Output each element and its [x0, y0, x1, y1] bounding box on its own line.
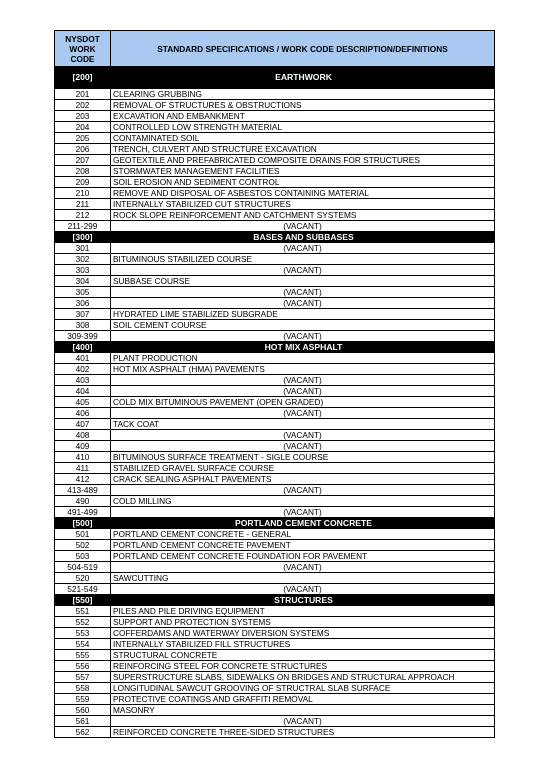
description-cell: (VACANT) — [111, 331, 495, 342]
description-cell: (VACANT) — [111, 562, 495, 573]
table-row — [55, 133, 495, 144]
description-cell: TRENCH, CULVERT AND STRUCTURE EXCAVATION — [111, 144, 495, 155]
work-code-cell: 309-399 — [55, 331, 111, 342]
work-code-cell: 405 — [55, 397, 111, 408]
table-row — [55, 408, 495, 419]
section-title: EARTHWORK — [111, 67, 495, 89]
work-code-cell: 551 — [55, 606, 111, 617]
work-code-cell: 211 — [55, 199, 111, 210]
table-row — [55, 144, 495, 155]
table-row — [55, 166, 495, 177]
description-cell: GEOTEXTILE AND PREFABRICATED COMPOSITE DRAINS FOR STRUCTURES — [111, 155, 495, 166]
table-row — [55, 650, 495, 661]
table-row — [55, 463, 495, 474]
work-code-cell: 401 — [55, 353, 111, 364]
work-code-cell: 306 — [55, 298, 111, 309]
work-code-cell: 206 — [55, 144, 111, 155]
description-cell: ROCK SLOPE REINFORCEMENT AND CATCHMENT SYSTEMS — [111, 210, 495, 221]
description-cell: REINFORCING STEEL FOR CONCRETE STRUCTURES — [111, 661, 495, 672]
table-row — [55, 353, 495, 364]
table-row — [55, 584, 495, 595]
description-cell: TACK COAT — [111, 419, 495, 430]
table-row — [55, 716, 495, 727]
table-row — [55, 419, 495, 430]
description-cell: (VACANT) — [111, 716, 495, 727]
section-header-row — [55, 232, 495, 243]
work-code-cell: 553 — [55, 628, 111, 639]
work-code-cell: 307 — [55, 309, 111, 320]
header-code-line: NYSDOT — [65, 33, 100, 44]
header-code-line: WORK — [69, 43, 96, 54]
table-row — [55, 331, 495, 342]
work-code-cell: 504-519 — [55, 562, 111, 573]
description-cell: (VACANT) — [111, 375, 495, 386]
work-code-cell: 308 — [55, 320, 111, 331]
work-code-cell: 503 — [55, 551, 111, 562]
section-code: [550] — [55, 595, 111, 606]
work-code-cell: 521-549 — [55, 584, 111, 595]
description-cell: SUBBASE COURSE — [111, 276, 495, 287]
description-cell: PORTLAND CEMENT CONCRETE PAVEMENT — [111, 540, 495, 551]
work-code-cell: 410 — [55, 452, 111, 463]
work-code-sheet — [54, 30, 494, 738]
description-cell: (VACANT) — [111, 265, 495, 276]
work-code-cell: 302 — [55, 254, 111, 265]
description-cell: (VACANT) — [111, 507, 495, 518]
work-code-table — [54, 30, 495, 738]
table-row — [55, 287, 495, 298]
description-cell: SUPERSTRUCTURE SLABS, SIDEWALKS ON BRIDGES AND STRUCTURAL APPROACH — [111, 672, 495, 683]
section-header-row — [55, 67, 495, 89]
table-row — [55, 452, 495, 463]
work-code-cell: 562 — [55, 727, 111, 738]
table-row — [55, 254, 495, 265]
table-row — [55, 177, 495, 188]
table-row — [55, 507, 495, 518]
table-row — [55, 265, 495, 276]
description-cell: SOIL CEMENT COURSE — [111, 320, 495, 331]
description-cell: HYDRATED LIME STABILIZED SUBGRADE — [111, 309, 495, 320]
work-code-cell: 557 — [55, 672, 111, 683]
table-row — [55, 276, 495, 287]
description-cell: REMOVAL OF STRUCTURES & OBSTRUCTIONS — [111, 100, 495, 111]
table-row — [55, 298, 495, 309]
work-code-cell: 501 — [55, 529, 111, 540]
table-row — [55, 551, 495, 562]
table-row — [55, 661, 495, 672]
work-code-cell: 560 — [55, 705, 111, 716]
table-row — [55, 364, 495, 375]
description-cell: COLD MIX BITUMINOUS PAVEMENT (OPEN GRADED) — [111, 397, 495, 408]
description-cell: STABILIZED GRAVEL SURFACE COURSE — [111, 463, 495, 474]
description-cell: (VACANT) — [111, 243, 495, 254]
table-row — [55, 441, 495, 452]
work-code-cell: 411 — [55, 463, 111, 474]
section-title: BASES AND SUBBASES — [111, 232, 495, 243]
work-code-cell: 409 — [55, 441, 111, 452]
work-code-cell: 407 — [55, 419, 111, 430]
work-code-cell: 210 — [55, 188, 111, 199]
description-cell: PILES AND PILE DRIVING EQUIPMENT — [111, 606, 495, 617]
table-row — [55, 562, 495, 573]
table-row — [55, 705, 495, 716]
table-row — [55, 606, 495, 617]
section-title: STRUCTURES — [111, 595, 495, 606]
description-cell: CONTROLLED LOW STRENGTH MATERIAL — [111, 122, 495, 133]
table-row — [55, 683, 495, 694]
description-cell: INTERNALLY STABILIZED FILL STRUCTURES — [111, 639, 495, 650]
work-code-cell: 201 — [55, 89, 111, 100]
description-cell: STRUCTURAL CONCRETE — [111, 650, 495, 661]
work-code-cell: 304 — [55, 276, 111, 287]
table-row — [55, 474, 495, 485]
work-code-cell: 552 — [55, 617, 111, 628]
description-cell: REMOVE AND DISPOSAL OF ASBESTOS CONTAINING MATERIAL — [111, 188, 495, 199]
description-cell: BITUMINOUS STABILIZED COURSE — [111, 254, 495, 265]
work-code-cell: 204 — [55, 122, 111, 133]
table-row — [55, 672, 495, 683]
description-cell: (VACANT) — [111, 485, 495, 496]
work-code-cell: 305 — [55, 287, 111, 298]
work-code-cell: 555 — [55, 650, 111, 661]
table-body — [55, 67, 495, 738]
work-code-cell: 559 — [55, 694, 111, 705]
work-code-cell: 556 — [55, 661, 111, 672]
header-description: STANDARD SPECIFICATIONS / WORK CODE DESCRIPTION/DEFINITIONS — [111, 31, 495, 67]
description-cell: PLANT PRODUCTION — [111, 353, 495, 364]
description-cell: (VACANT) — [111, 408, 495, 419]
description-cell: SUPPORT AND PROTECTION SYSTEMS — [111, 617, 495, 628]
description-cell: PORTLAND CEMENT CONCRETE FOUNDATION FOR PAVEMENT — [111, 551, 495, 562]
work-code-cell: 406 — [55, 408, 111, 419]
table-row — [55, 199, 495, 210]
table-row — [55, 397, 495, 408]
work-code-cell: 558 — [55, 683, 111, 694]
table-row — [55, 617, 495, 628]
section-title: HOT MIX ASPHALT — [111, 342, 495, 353]
table-row — [55, 210, 495, 221]
work-code-cell: 402 — [55, 364, 111, 375]
work-code-cell: 412 — [55, 474, 111, 485]
description-cell: PROTECTIVE COATINGS AND GRAFFITI REMOVAL — [111, 694, 495, 705]
description-cell: (VACANT) — [111, 287, 495, 298]
description-cell: (VACANT) — [111, 221, 495, 232]
table-row — [55, 243, 495, 254]
work-code-cell: 205 — [55, 133, 111, 144]
work-code-cell: 491-499 — [55, 507, 111, 518]
header-work-code — [55, 31, 111, 67]
work-code-cell: 561 — [55, 716, 111, 727]
header-code-line: CODE — [70, 53, 95, 64]
table-row — [55, 694, 495, 705]
table-row — [55, 573, 495, 584]
description-cell: (VACANT) — [111, 430, 495, 441]
section-code: [500] — [55, 518, 111, 529]
table-row — [55, 89, 495, 100]
description-cell: EXCAVATION AND EMBANKMENT — [111, 111, 495, 122]
table-row — [55, 485, 495, 496]
section-header-row — [55, 595, 495, 606]
table-row — [55, 496, 495, 507]
description-cell: INTERNALLY STABILIZED CUT STRUCTURES — [111, 199, 495, 210]
description-cell: STORMWATER MANAGEMENT FACILITIES — [111, 166, 495, 177]
description-cell: LONGITUDINAL SAWCUT GROOVING OF STRUCTRAL SLAB SURFACE — [111, 683, 495, 694]
table-row — [55, 386, 495, 397]
table-row — [55, 540, 495, 551]
work-code-cell: 413-489 — [55, 485, 111, 496]
table-row — [55, 430, 495, 441]
table-row — [55, 320, 495, 331]
work-code-cell: 202 — [55, 100, 111, 111]
description-cell: SAWCUTTING — [111, 573, 495, 584]
work-code-cell: 404 — [55, 386, 111, 397]
table-row — [55, 375, 495, 386]
description-cell: CLEARING GRUBBING — [111, 89, 495, 100]
description-cell: COFFERDAMS AND WATERWAY DIVERSION SYSTEMS — [111, 628, 495, 639]
description-cell: REINFORCED CONCRETE THREE-SIDED STRUCTURES — [111, 727, 495, 738]
table-row — [55, 155, 495, 166]
description-cell: CRACK SEALING ASPHALT PAVEMENTS — [111, 474, 495, 485]
description-cell: CONTAMINATED SOIL — [111, 133, 495, 144]
work-code-cell: 207 — [55, 155, 111, 166]
description-cell: (VACANT) — [111, 441, 495, 452]
work-code-cell: 554 — [55, 639, 111, 650]
description-cell: BITUMINOUS SURFACE TREATMENT - SIGLE COURSE — [111, 452, 495, 463]
work-code-cell: 520 — [55, 573, 111, 584]
table-header-row — [55, 31, 495, 67]
work-code-cell: 502 — [55, 540, 111, 551]
work-code-cell: 209 — [55, 177, 111, 188]
table-row — [55, 122, 495, 133]
table-row — [55, 529, 495, 540]
section-title: PORTLAND CEMENT CONCRETE — [111, 518, 495, 529]
description-cell: HOT MIX ASPHALT (HMA) PAVEMENTS — [111, 364, 495, 375]
work-code-cell: 301 — [55, 243, 111, 254]
description-cell: MASONRY — [111, 705, 495, 716]
table-row — [55, 309, 495, 320]
work-code-cell: 211-299 — [55, 221, 111, 232]
work-code-cell: 303 — [55, 265, 111, 276]
description-cell: (VACANT) — [111, 584, 495, 595]
table-row — [55, 221, 495, 232]
table-row — [55, 628, 495, 639]
section-code: [300] — [55, 232, 111, 243]
description-cell: (VACANT) — [111, 386, 495, 397]
table-row — [55, 188, 495, 199]
description-cell: SOIL EROSION AND SEDIMENT CONTROL — [111, 177, 495, 188]
table-row — [55, 100, 495, 111]
work-code-cell: 203 — [55, 111, 111, 122]
work-code-cell: 403 — [55, 375, 111, 386]
description-cell: COLD MILLING — [111, 496, 495, 507]
work-code-cell: 208 — [55, 166, 111, 177]
table-row — [55, 111, 495, 122]
section-header-row — [55, 518, 495, 529]
work-code-cell: 408 — [55, 430, 111, 441]
section-code: [200] — [55, 67, 111, 89]
table-row — [55, 727, 495, 738]
table-row — [55, 639, 495, 650]
description-cell: (VACANT) — [111, 298, 495, 309]
section-header-row — [55, 342, 495, 353]
description-cell: PORTLAND CEMENT CONCRETE - GENERAL — [111, 529, 495, 540]
section-code: [400] — [55, 342, 111, 353]
work-code-cell: 490 — [55, 496, 111, 507]
work-code-cell: 212 — [55, 210, 111, 221]
